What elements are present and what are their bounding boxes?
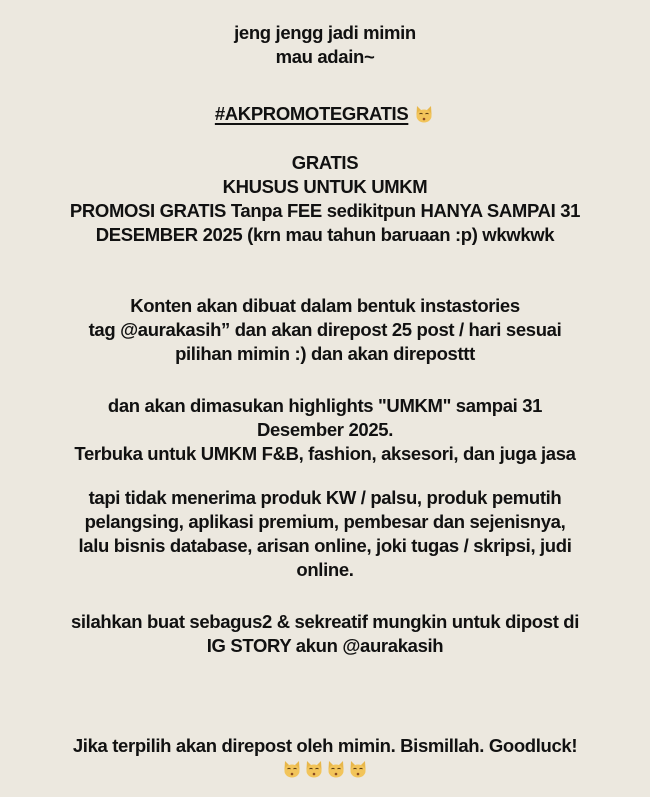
- content-line: pilihan mimin :) dan akan direposttt: [175, 343, 475, 364]
- hashtag[interactable]: #AKPROMOTEGRATIS: [214, 103, 409, 124]
- highlights-line: Desember 2025.: [256, 419, 393, 440]
- invite-line: IG STORY akun @aurakasih: [206, 635, 444, 656]
- exclusions-line: online.: [296, 559, 354, 580]
- closing-line: Jika terpilih akan direpost oleh mimin. Bismillah. Goodluck!: [72, 735, 578, 756]
- headline-line: KHUSUS UNTUK UMKM: [222, 176, 428, 197]
- exclusions-line: tapi tidak menerima produk KW / palsu, produk pemutih: [88, 487, 562, 508]
- headline-line: DESEMBER 2025 (krn mau tahun baruaan :p) wkwkwk: [95, 224, 555, 245]
- hashtag-line: [0, 102, 650, 126]
- kissing-cat-icon: [348, 759, 368, 779]
- exclusions-line: pelangsing, aplikasi premium, pembesar dan sejenisnya,: [84, 511, 566, 532]
- content-line: tag @aurakasih” dan akan direpost 25 post / hari sesuai: [88, 319, 562, 340]
- headline-line: GRATIS: [291, 152, 359, 173]
- content-line: Konten akan dibuat dalam bentuk instastories: [130, 295, 520, 316]
- intro-line: jeng jengg jadi mimin: [234, 22, 416, 43]
- highlights-line: Terbuka untuk UMKM F&B, fashion, aksesori, dan juga jasa: [74, 443, 576, 464]
- exclusions-line: lalu bisnis database, arisan online, joki tugas / skripsi, judi: [78, 535, 572, 556]
- kissing-cat-icon: [326, 759, 346, 779]
- intro-line: mau adain~: [275, 46, 375, 67]
- kissing-cat-icon: [304, 759, 324, 779]
- invite-line: silahkan buat sebagus2 & sekreatif mungkin untuk dipost di: [70, 611, 580, 632]
- emoji-row: [0, 757, 650, 781]
- kissing-cat-icon: [414, 104, 434, 124]
- kissing-cat-icon: [282, 759, 302, 779]
- headline-line: PROMOSI GRATIS Tanpa FEE sedikitpun HANYA SAMPAI 31: [69, 200, 581, 221]
- highlights-line: dan akan dimasukan highlights "UMKM" sampai 31: [107, 395, 543, 416]
